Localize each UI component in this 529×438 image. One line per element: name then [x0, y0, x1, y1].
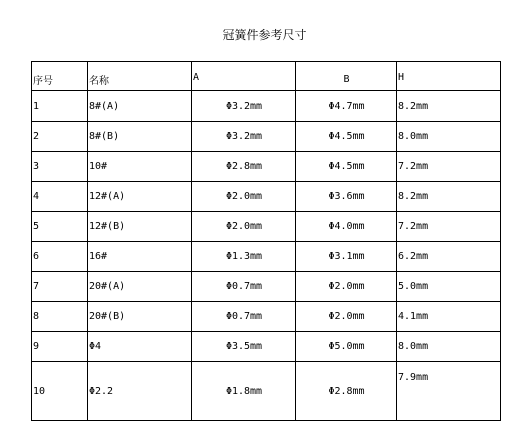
cell-name: 8#(A): [88, 91, 192, 122]
cell-index: 9: [32, 332, 88, 362]
cell-index: 7: [32, 272, 88, 302]
table-row: [32, 91, 501, 122]
cell-index: 10: [32, 362, 88, 421]
cell-h: 7.9mm: [397, 362, 501, 421]
cell-index: 6: [32, 242, 88, 272]
header-cell-name: 名称: [88, 62, 192, 91]
cell-name: 12#(B): [88, 212, 192, 242]
cell-index: 8: [32, 302, 88, 332]
cell-name: Φ2.2: [88, 362, 192, 421]
cell-b: Φ2.0mm: [296, 272, 397, 302]
cell-name: 16#: [88, 242, 192, 272]
table-header-row: [32, 62, 501, 91]
cell-index: 3: [32, 152, 88, 182]
cell-name: Φ4: [88, 332, 192, 362]
cell-index: 2: [32, 122, 88, 152]
cell-name: 12#(A): [88, 182, 192, 212]
cell-h: 7.2mm: [397, 152, 501, 182]
cell-a: Φ2.0mm: [192, 212, 296, 242]
cell-h: 8.2mm: [397, 91, 501, 122]
table-row: [32, 362, 501, 421]
table-row: [32, 332, 501, 362]
cell-a: Φ1.8mm: [192, 362, 296, 421]
cell-h: 8.0mm: [397, 332, 501, 362]
cell-b: Φ5.0mm: [296, 332, 397, 362]
cell-h: 7.2mm: [397, 212, 501, 242]
dimensions-table: [31, 61, 501, 421]
cell-b: Φ4.7mm: [296, 91, 397, 122]
cell-a: Φ0.7mm: [192, 272, 296, 302]
header-cell-b: B: [296, 62, 397, 91]
cell-name: 10#: [88, 152, 192, 182]
table-row: [32, 212, 501, 242]
cell-h: 8.0mm: [397, 122, 501, 152]
table-row: [32, 122, 501, 152]
cell-h: 5.0mm: [397, 272, 501, 302]
cell-a: Φ3.2mm: [192, 122, 296, 152]
cell-b: Φ2.8mm: [296, 362, 397, 421]
cell-b: Φ2.0mm: [296, 302, 397, 332]
cell-b: Φ4.5mm: [296, 122, 397, 152]
cell-h: 8.2mm: [397, 182, 501, 212]
cell-index: 5: [32, 212, 88, 242]
page-title: 冠簧件参考尺寸: [222, 28, 307, 42]
cell-index: 1: [32, 91, 88, 122]
cell-b: Φ3.1mm: [296, 242, 397, 272]
cell-index: 4: [32, 182, 88, 212]
cell-a: Φ3.5mm: [192, 332, 296, 362]
cell-a: Φ3.2mm: [192, 91, 296, 122]
cell-b: Φ3.6mm: [296, 182, 397, 212]
header-cell-h: H: [397, 62, 501, 91]
cell-b: Φ4.0mm: [296, 212, 397, 242]
cell-b: Φ4.5mm: [296, 152, 397, 182]
cell-a: Φ2.0mm: [192, 182, 296, 212]
header-cell-index: 序号: [32, 62, 88, 91]
cell-name: 8#(B): [88, 122, 192, 152]
table-row: [32, 272, 501, 302]
cell-a: Φ2.8mm: [192, 152, 296, 182]
cell-h: 6.2mm: [397, 242, 501, 272]
cell-a: Φ1.3mm: [192, 242, 296, 272]
header-cell-a: A: [192, 62, 296, 91]
table-row: [32, 182, 501, 212]
cell-h: 4.1mm: [397, 302, 501, 332]
cell-a: Φ0.7mm: [192, 302, 296, 332]
table-row: [32, 302, 501, 332]
table-row: [32, 242, 501, 272]
cell-name: 20#(B): [88, 302, 192, 332]
cell-name: 20#(A): [88, 272, 192, 302]
table-row: [32, 152, 501, 182]
